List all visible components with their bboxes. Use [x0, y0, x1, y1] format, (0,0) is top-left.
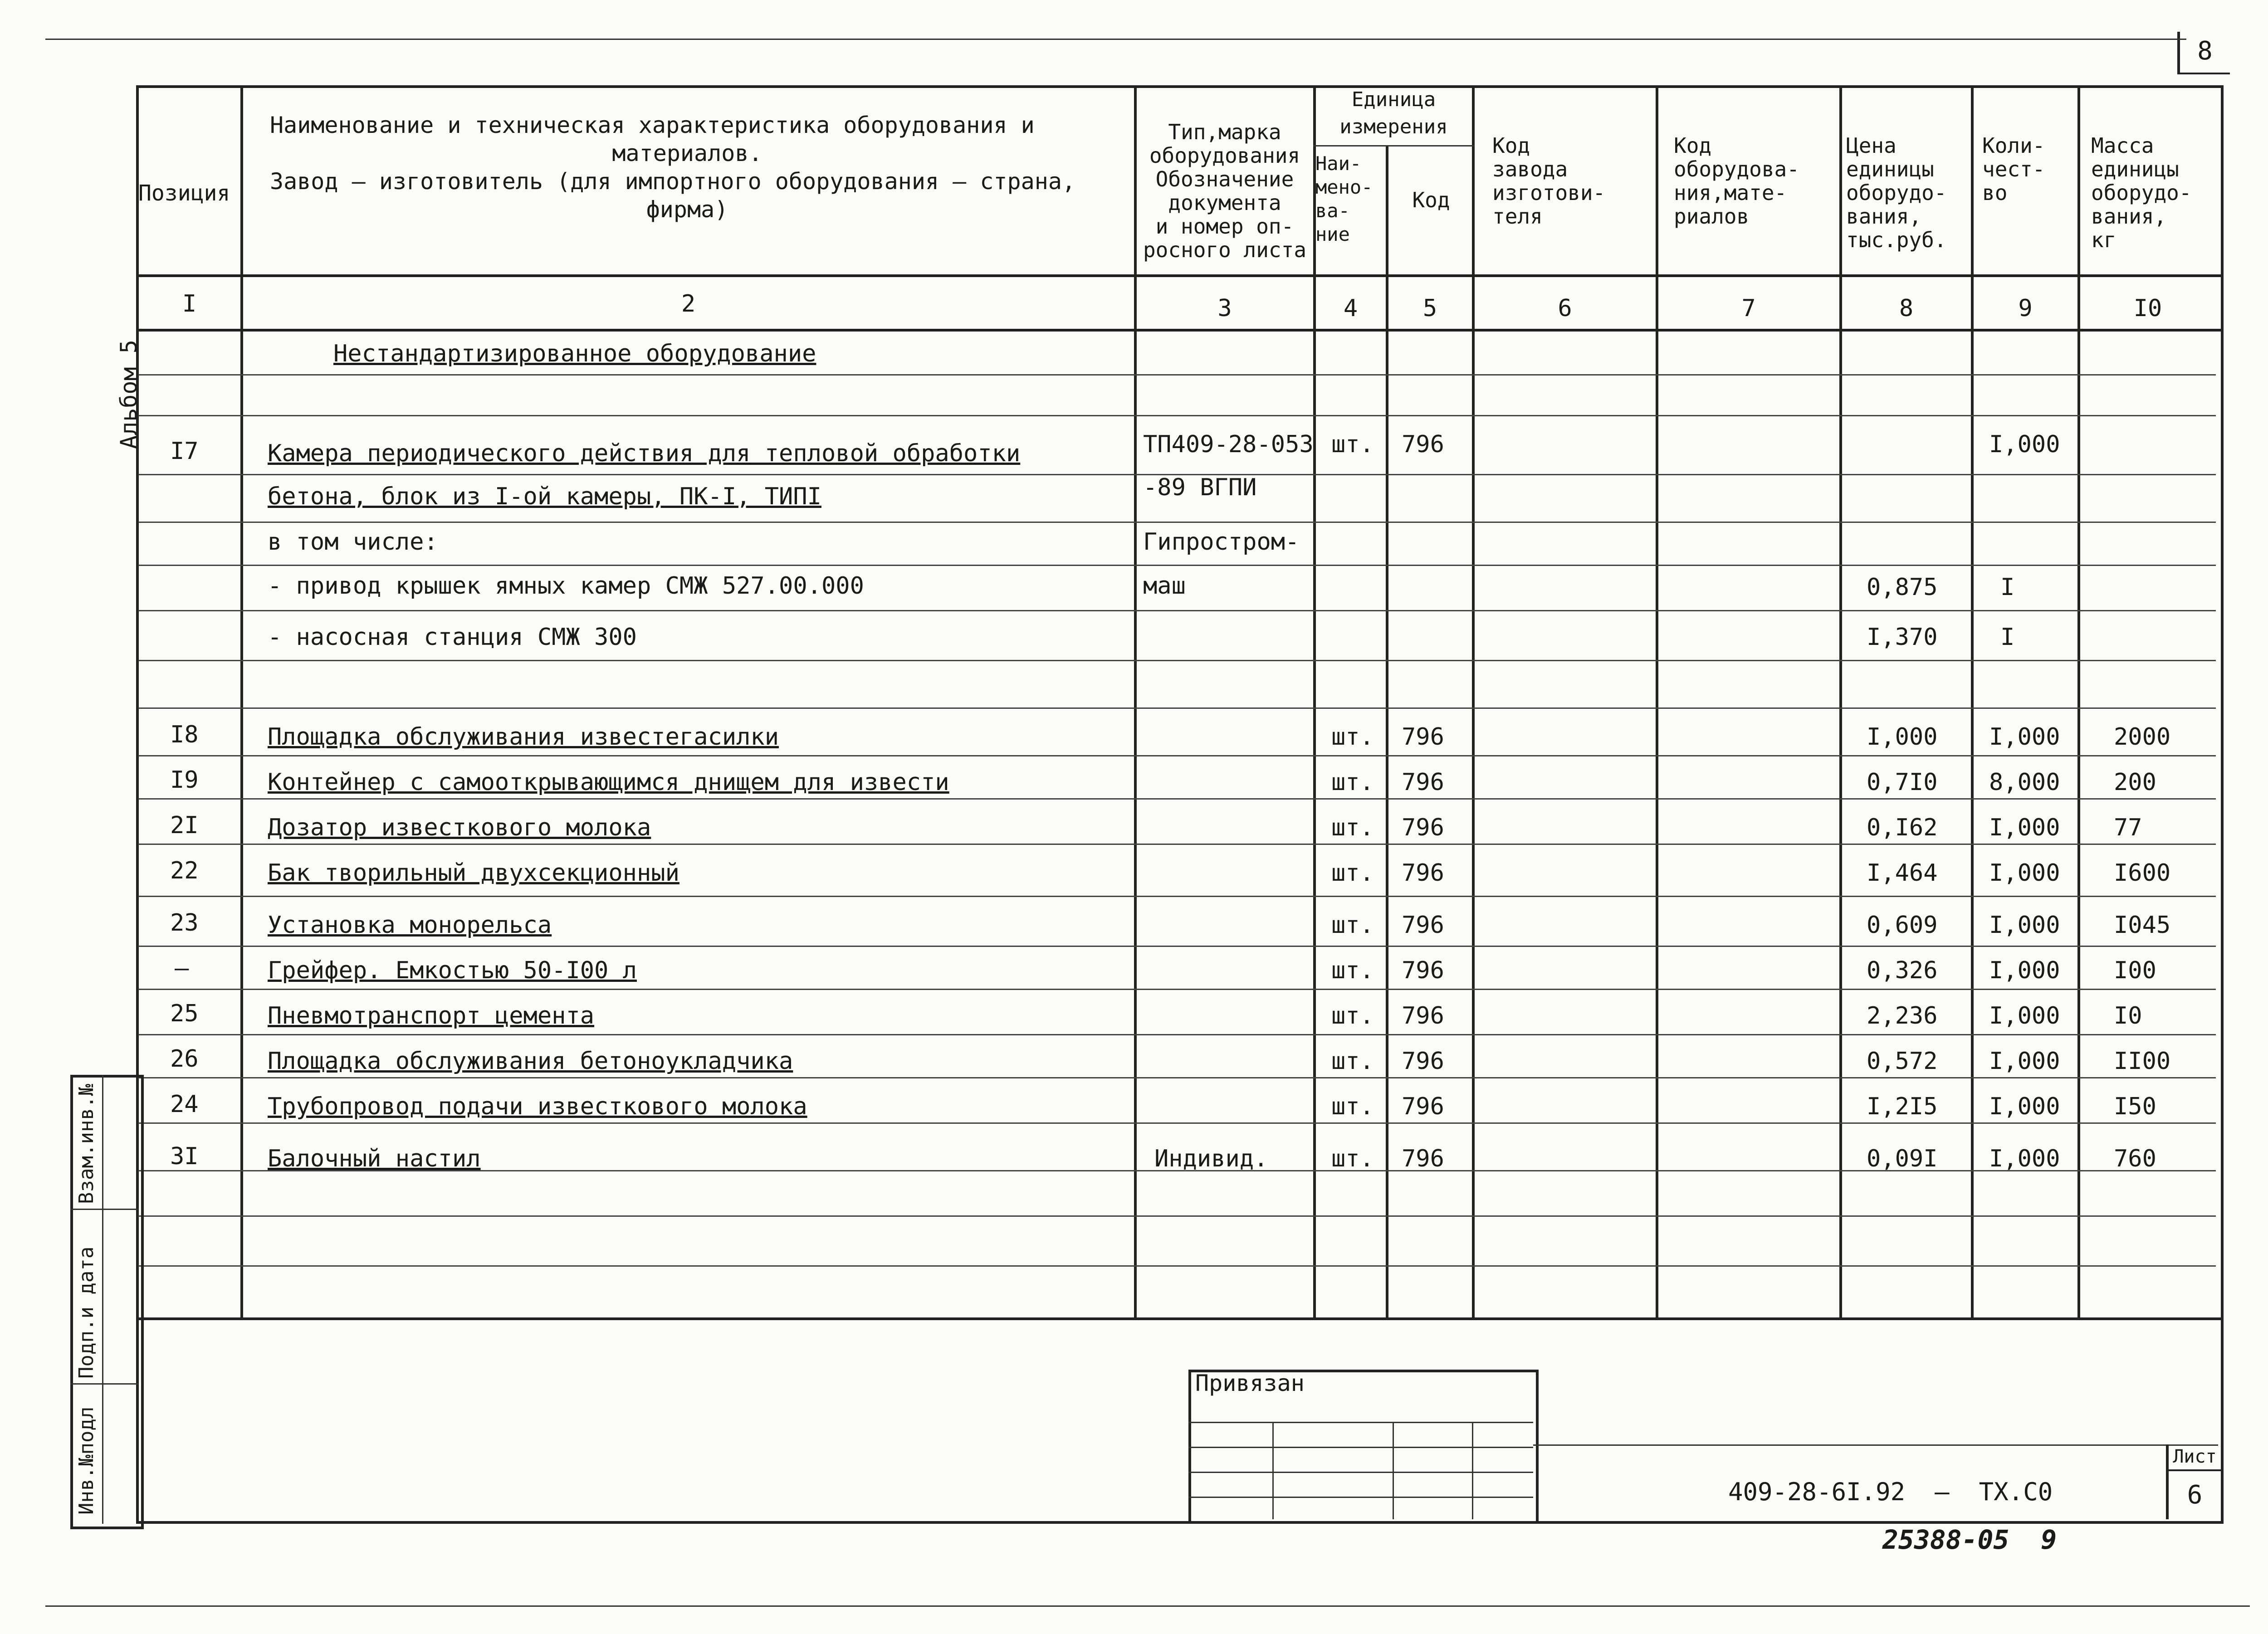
header-c8-l1: Цена — [1846, 133, 1897, 158]
side-album-label: Альбом 5 — [116, 340, 142, 449]
header-unit-l1: Единица — [1351, 88, 1436, 111]
row-17e-price: I,370 — [1867, 624, 1938, 651]
vline-9 — [2077, 85, 2080, 1319]
row-18-mass: 2000 — [2114, 723, 2171, 751]
header-name-block — [245, 111, 1129, 224]
header-bottom-line — [136, 274, 2221, 277]
privyazan-label: Привязан — [1195, 1370, 1305, 1396]
row-26-price: 0,572 — [1867, 1048, 1938, 1075]
row-24-mass: I50 — [2114, 1093, 2156, 1120]
privyazan-h3 — [1188, 1472, 1533, 1473]
privyazan-v1 — [1272, 1422, 1274, 1519]
row-18-pos: I8 — [170, 721, 199, 748]
row-17-pos: I7 — [170, 438, 199, 465]
privyazan-h2 — [1188, 1447, 1533, 1448]
row-21-code: 796 — [1402, 814, 1444, 841]
header-c9-l1: Коли- — [1982, 133, 2045, 158]
row-line — [138, 844, 2216, 845]
row-17-name: Камера периодического действия для тепловой обработки — [268, 440, 1021, 467]
row-31-code: 796 — [1402, 1145, 1444, 1172]
colnum-5: 5 — [1422, 295, 1437, 322]
row-line — [138, 522, 2216, 523]
row-25-mass: I0 — [2114, 1002, 2142, 1029]
row-line — [138, 565, 2216, 566]
row-31-price: 0,09I — [1867, 1145, 1938, 1172]
row-24-qty: I,000 — [1989, 1093, 2060, 1120]
header-name-line4: фирма) — [646, 196, 728, 223]
row-23-mass: I045 — [2114, 912, 2171, 939]
header-name-line3: Завод – изготовитель (для импортного оборудования – страна, — [270, 168, 1076, 195]
header-c10-l1: Масса — [2091, 133, 2154, 158]
header-c8-l5: тыс.руб. — [1846, 228, 1947, 252]
header-doc-l2: оборудования — [1149, 143, 1300, 168]
top-rule — [45, 39, 2186, 40]
row-dash-name: Грейфер. Емкостью 50-I00 л — [268, 957, 637, 984]
header-factory-code — [1492, 134, 1605, 228]
privyazan-v2 — [1393, 1422, 1394, 1519]
privyazan-h4 — [1188, 1497, 1533, 1498]
header-c6-l3: изготови- — [1492, 180, 1606, 205]
vline-3 — [1313, 85, 1316, 1319]
titleblock-line — [1533, 1444, 2218, 1446]
colnum-7: 7 — [1741, 295, 1756, 322]
row-31-mass: 760 — [2114, 1145, 2156, 1172]
row-line — [138, 755, 2216, 756]
row-31-pos: 3I — [170, 1143, 199, 1170]
header-c6-l2: завода — [1492, 157, 1568, 181]
bottom-number: 25388-05 9 — [1882, 1524, 2057, 1555]
row-17-doc: ТП409-28-053 — [1143, 431, 1314, 458]
header-price — [1846, 134, 1947, 252]
row-17-code: 796 — [1402, 431, 1444, 458]
row-21-mass: 77 — [2114, 814, 2142, 841]
row-24-pos: 24 — [170, 1091, 199, 1118]
header-c6-l1: Код — [1492, 133, 1530, 158]
row-dash-price: 0,326 — [1867, 957, 1938, 984]
row-17b-name: бетона, блок из I-ой камеры, ПК-I, ТИПI — [268, 483, 821, 510]
sheet-box — [2166, 1444, 2221, 1519]
row-17c-doc: Гипростром- — [1143, 528, 1300, 556]
row-26-code: 796 — [1402, 1048, 1444, 1075]
vline-7 — [1839, 85, 1842, 1319]
row-line — [138, 896, 2216, 897]
row-23-name: Установка монорельса — [268, 912, 552, 939]
row-22-name: Бак творильный двухсекционный — [268, 859, 679, 887]
vline-2 — [1134, 85, 1137, 1319]
page-number-top-text: 8 — [2197, 36, 2213, 66]
row-line — [138, 1215, 2216, 1217]
row-19-name: Контейнер с самооткрывающимся днищем для извести — [268, 769, 949, 796]
colnum-4: 4 — [1343, 295, 1358, 322]
row-23-pos: 23 — [170, 909, 199, 937]
row-line — [138, 374, 2216, 376]
header-c4-l1: Наи- — [1315, 152, 1362, 175]
row-21-name: Дозатор известкового молока — [268, 814, 651, 841]
header-material-code — [1674, 134, 1799, 228]
row-line — [138, 798, 2216, 800]
stamp-sign-label: Подп.и дата — [75, 1246, 98, 1379]
row-line — [138, 989, 2216, 990]
row-31-doc: Индивид. — [1154, 1145, 1268, 1172]
row-25-unit: шт. — [1331, 1002, 1374, 1029]
row-17d-doc: маш — [1143, 572, 1186, 600]
header-unit-l2: измерения — [1339, 115, 1448, 138]
row-23-qty: I,000 — [1989, 912, 2060, 939]
row-24-unit: шт. — [1331, 1093, 1374, 1120]
row-dash-qty: I,000 — [1989, 957, 2060, 984]
header-c7-l3: ния,мате- — [1674, 180, 1787, 205]
colnum-8: 8 — [1899, 295, 1914, 322]
row-26-qty: I,000 — [1989, 1048, 2060, 1075]
vline-6 — [1656, 85, 1658, 1319]
vline-1 — [240, 85, 243, 1319]
section-title: Нестандартизированное оборудование — [333, 340, 816, 367]
header-c8-l2: единицы — [1846, 157, 1934, 181]
bottom-rule — [45, 1605, 2250, 1607]
row-17d-qty: I — [2000, 574, 2015, 601]
row-dash-pos: – — [175, 955, 189, 982]
header-c8-l4: вания, — [1846, 204, 1922, 229]
row-25-code: 796 — [1402, 1002, 1444, 1029]
row-31-qty: I,000 — [1989, 1145, 2060, 1172]
colnum-bottom-line — [136, 329, 2221, 332]
vline-8 — [1971, 85, 1974, 1319]
row-18-qty: I,000 — [1989, 723, 2060, 751]
header-c10-l3: оборудо- — [2091, 180, 2192, 205]
row-22-code: 796 — [1402, 859, 1444, 887]
colnum-1: I — [182, 290, 197, 317]
row-17c-name: в том числе: — [268, 528, 438, 556]
left-stamp-h2 — [70, 1383, 138, 1385]
header-c4-l4: ние — [1315, 223, 1350, 245]
vline-5 — [1472, 85, 1475, 1319]
header-name-line2: материалов. — [612, 140, 763, 166]
row-line — [138, 660, 2216, 661]
left-stamp-h1 — [70, 1209, 138, 1210]
row-19-qty: 8,000 — [1989, 769, 2060, 796]
row-26-mass: II00 — [2114, 1048, 2171, 1075]
header-c9-l2: чест- — [1982, 157, 2045, 181]
header-doc-l4: документа — [1168, 190, 1281, 215]
row-line — [138, 707, 2216, 709]
row-line — [138, 415, 2216, 416]
sheet-number: 6 — [2187, 1480, 2203, 1510]
row-line — [138, 1122, 2216, 1124]
row-19-pos: I9 — [170, 766, 199, 794]
row-24-name: Трубопровод подачи известкового молока — [268, 1093, 807, 1120]
row-19-mass: 200 — [2114, 769, 2156, 796]
privyazan-h1 — [1188, 1422, 1533, 1423]
row-21-pos: 2I — [170, 812, 199, 839]
row-dash-unit: шт. — [1331, 957, 1374, 984]
header-doc-l6: росного листа — [1143, 238, 1307, 262]
row-23-price: 0,609 — [1867, 912, 1938, 939]
header-doc-l5: и номер оп- — [1155, 214, 1294, 239]
row-17b-doc: -89 ВГПИ — [1143, 474, 1257, 501]
table-bottom-line — [136, 1317, 2221, 1320]
row-dash-mass: I00 — [2114, 957, 2156, 984]
sheet-label: Лист — [2169, 1444, 2221, 1471]
left-stamp-divider — [102, 1075, 103, 1524]
row-dash-code: 796 — [1402, 957, 1444, 984]
colnum-6: 6 — [1558, 295, 1572, 322]
row-18-price: I,000 — [1867, 723, 1938, 751]
colnum-9: 9 — [2018, 295, 2033, 322]
header-position: Позиция — [138, 180, 230, 206]
row-22-pos: 22 — [170, 857, 199, 884]
row-25-qty: I,000 — [1989, 1002, 2060, 1029]
row-26-pos: 26 — [170, 1045, 199, 1073]
header-c7-l2: оборудова- — [1674, 157, 1799, 181]
row-24-code: 796 — [1402, 1093, 1444, 1120]
row-21-price: 0,I62 — [1867, 814, 1938, 841]
row-24-price: I,2I5 — [1867, 1093, 1938, 1120]
header-unit-group — [1315, 86, 1472, 141]
row-25-pos: 25 — [170, 1000, 199, 1027]
row-31-name: Балочный настил — [268, 1145, 481, 1172]
row-17-qty: I,000 — [1989, 431, 2060, 458]
colnum-10: I0 — [2133, 295, 2162, 322]
header-doc-l3: Обозначение — [1155, 167, 1294, 191]
row-21-qty: I,000 — [1989, 814, 2060, 841]
header-qty — [1982, 134, 2045, 205]
row-19-unit: шт. — [1331, 769, 1374, 796]
row-22-price: I,464 — [1867, 859, 1938, 887]
row-17-unit: шт. — [1331, 431, 1374, 458]
colnum-3: 3 — [1217, 295, 1232, 322]
row-25-price: 2,236 — [1867, 1002, 1938, 1029]
header-c10-l2: единицы — [2091, 157, 2179, 181]
row-17e-qty: I — [2000, 624, 2015, 651]
row-22-qty: I,000 — [1989, 859, 2060, 887]
row-19-price: 0,7I0 — [1867, 769, 1938, 796]
row-23-code: 796 — [1402, 912, 1444, 939]
header-c4-l2: мено- — [1315, 176, 1373, 198]
header-c9-l3: во — [1982, 180, 2008, 205]
row-23-unit: шт. — [1331, 912, 1374, 939]
row-18-code: 796 — [1402, 723, 1444, 751]
row-26-name: Площадка обслуживания бетоноукладчика — [268, 1048, 793, 1075]
row-19-code: 796 — [1402, 769, 1444, 796]
header-c7-l1: Код — [1674, 133, 1712, 158]
row-31-unit: шт. — [1331, 1145, 1374, 1172]
row-18-unit: шт. — [1331, 723, 1374, 751]
stamp-inv-label: Инв.№подл — [75, 1406, 98, 1515]
row-17d-price: 0,875 — [1867, 574, 1938, 601]
row-line — [138, 1265, 2216, 1267]
row-25-name: Пневмотранспорт цемента — [268, 1002, 595, 1029]
unit-group-line — [1313, 145, 1474, 146]
row-17e-name: - насосная станция СМЖ 300 — [268, 624, 637, 651]
row-line — [138, 610, 2216, 611]
row-22-mass: I600 — [2114, 859, 2171, 887]
row-line — [138, 1034, 2216, 1035]
header-c4-l3: ва- — [1315, 200, 1350, 222]
header-unit-name — [1315, 152, 1386, 246]
privyazan-v3 — [1472, 1422, 1473, 1519]
header-c10-l5: кг — [2091, 228, 2116, 252]
row-22-unit: шт. — [1331, 859, 1374, 887]
header-c8-l3: оборудо- — [1846, 180, 1947, 205]
row-line — [138, 946, 2216, 947]
header-c10-l4: вания, — [2091, 204, 2167, 229]
row-26-unit: шт. — [1331, 1048, 1374, 1075]
colnum-2: 2 — [681, 290, 696, 317]
row-line — [138, 1077, 2216, 1078]
header-doc — [1136, 120, 1313, 262]
stamp-replace-label: Взам.инв.№ — [75, 1084, 98, 1204]
header-c7-l4: риалов — [1674, 204, 1750, 229]
row-21-unit: шт. — [1331, 814, 1374, 841]
header-c6-l4: теля — [1492, 204, 1543, 229]
header-doc-l1: Тип,марка — [1168, 120, 1281, 144]
header-name-line1: Наименование и техническая характеристика оборудования и — [270, 112, 1035, 138]
doc-code: 409-28-6I.92 – ТХ.С0 — [1728, 1478, 2053, 1506]
header-unit-code: Код — [1412, 188, 1450, 212]
header-mass — [2091, 134, 2192, 252]
row-18-name: Площадка обслуживания известегасилки — [268, 723, 779, 751]
row-17d-name: - привод крышек ямных камер СМЖ 527.00.000 — [268, 572, 864, 600]
